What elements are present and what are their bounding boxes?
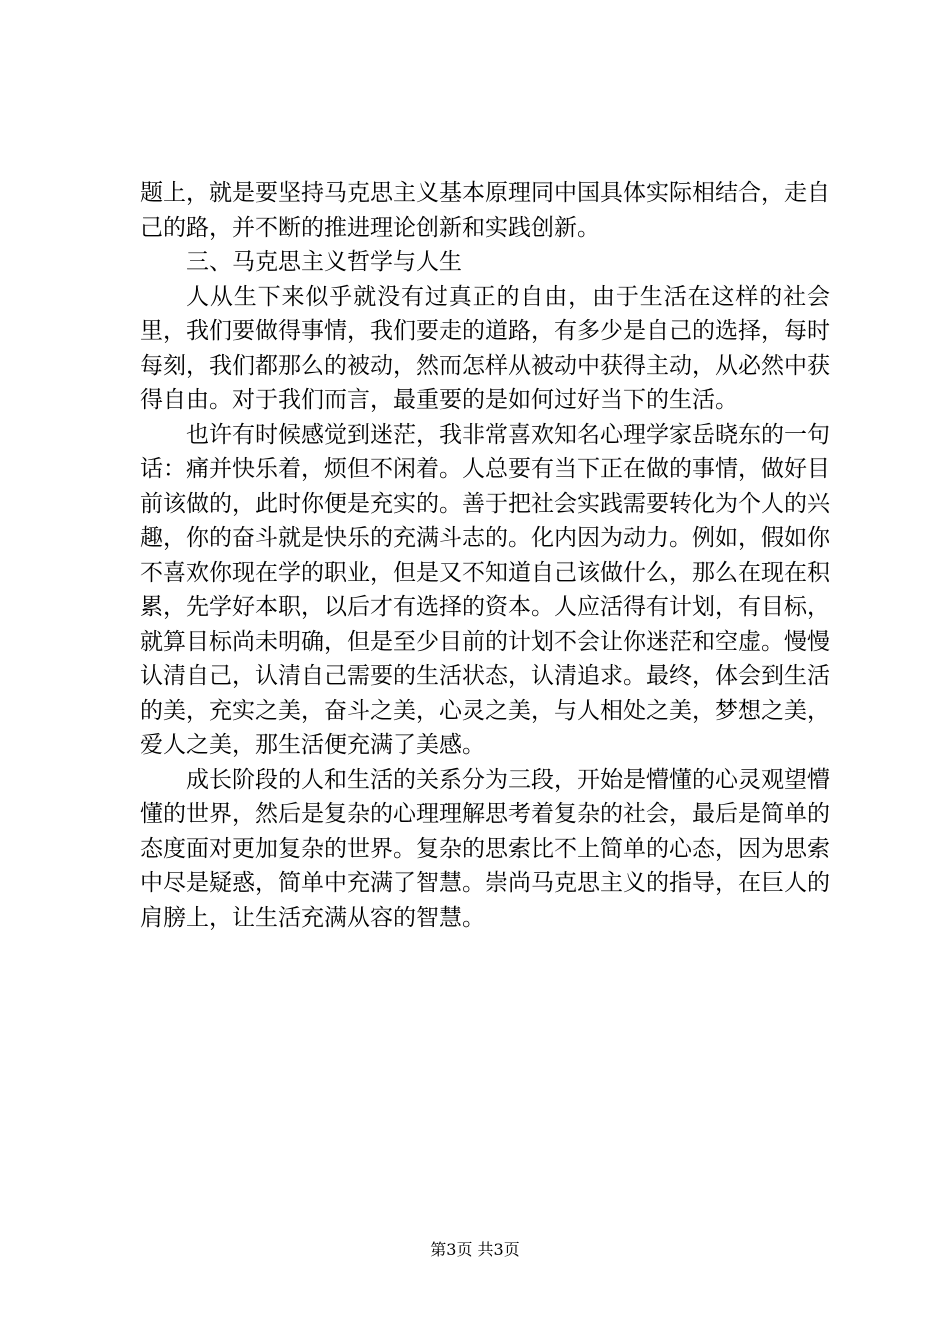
paragraph: 也许有时候感觉到迷茫，我非常喜欢知名心理学家岳晓东的一句话：痛并快乐着，烦但不闲着。人总要有当下正在做的事情，做好目前该做的，此时你便是充实的。善于把社会实践需要转化为个人的兴趣，你的奋斗就是快乐的充满斗志的。化内因为动力。例如，假如你不喜欢你现在学的职业，但是又不知道自己该做什么，那么在现在积累，先学好本职，以后才有选择的资本。人应活得有计划，有目标，就算目标尚未明确，但是至少目前的计划不会让你迷茫和空虚。慢慢认清自己，认清自己需要的生活状态，认清追求。最终，体会到生活的美，充实之美，奋斗之美，心灵之美，与人相处之美，梦想之美，爱人之美，那生活便充满了美感。 xyxy=(140,421,830,758)
paragraph: 成长阶段的人和生活的关系分为三段，开始是懵懂的心灵观望懵懂的世界，然后是复杂的心理理解思考着复杂的社会，最后是简单的态度面对更加复杂的世界。复杂的思索比不上简单的心态，因为思索中尽是疑惑，简单中充满了智慧。崇尚马克思主义的指导，在巨人的肩膀上，让生活充满从容的智慧。 xyxy=(140,766,830,931)
document-body xyxy=(140,176,830,935)
section-heading: 三、马克思主义哲学与人生 xyxy=(186,249,462,275)
paragraph-continuation: 题上，就是要坚持马克思主义基本原理同中国具体实际相结合，走自己的路，并不断的推进理论创新和实践创新。 xyxy=(140,180,830,241)
paragraph: 人从生下来似乎就没有过真正的自由，由于生活在这样的社会里，我们要做得事情，我们要走的道路，有多少是自己的选择，每时每刻，我们都那么的被动，然而怎样从被动中获得主动，从必然中获得自由。对于我们而言，最重要的是如何过好当下的生活。 xyxy=(140,283,830,413)
page-number-footer: 第3页 共3页 xyxy=(430,1240,520,1259)
